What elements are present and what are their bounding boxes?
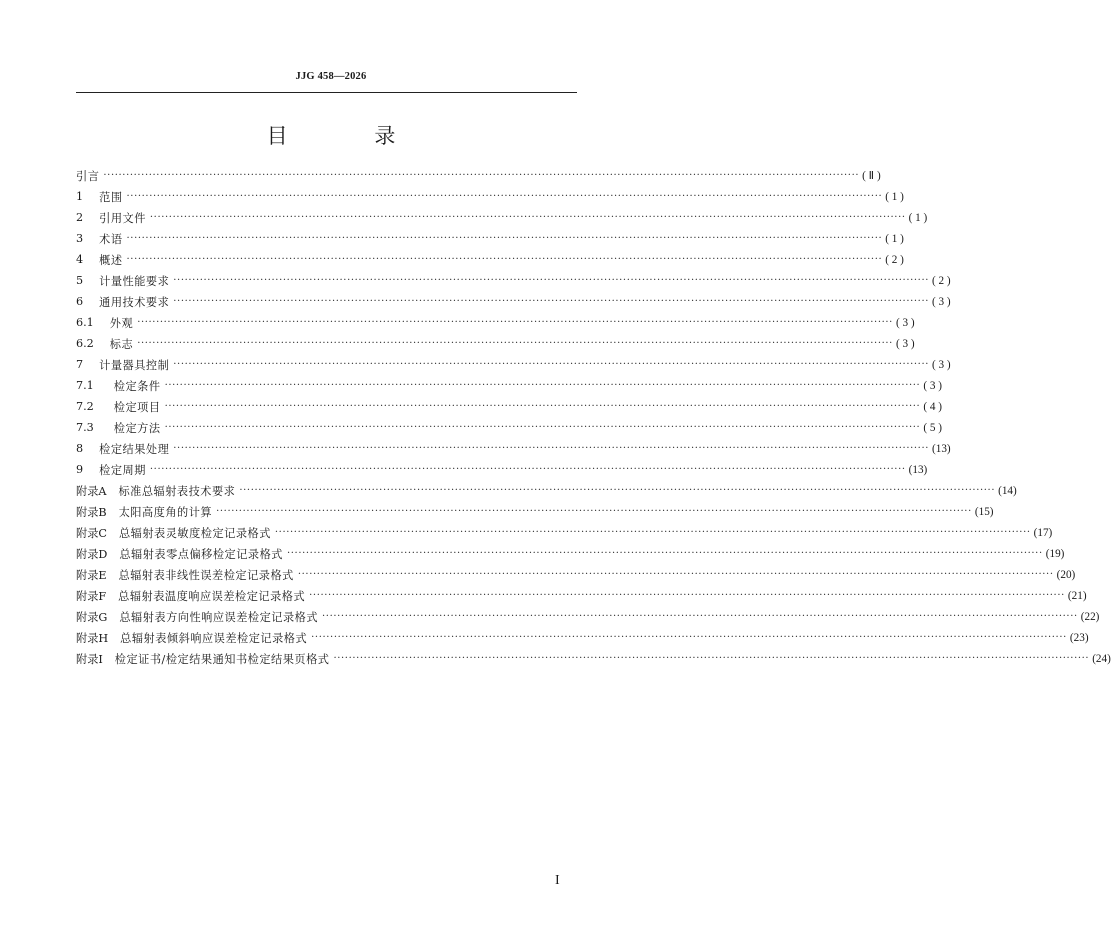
toc-entry-page: (21) [1067, 589, 1087, 602]
toc-entry[interactable] [76, 270, 951, 291]
toc-entry[interactable] [76, 165, 881, 186]
toc-dot-leader: ········································································································································································································ [137, 338, 893, 349]
toc-entry-number: 附录F [76, 589, 107, 603]
page-title: 目 录 [266, 124, 436, 148]
toc-entry-title: 总辐射表方向性响应误差检定记录格式 [119, 610, 319, 624]
toc-entry-page: (20) [1056, 568, 1076, 581]
toc-entry-number: 6.2 [76, 337, 94, 350]
toc-entry-title: 引用文件 [99, 211, 146, 225]
toc-entry-number: 7.2 [76, 400, 94, 413]
toc-entry-number: 3 [76, 232, 84, 245]
toc-entry-number: 9 [76, 463, 84, 476]
toc-entry-title: 计量器具控制 [99, 358, 170, 372]
toc-entry-title: 术语 [99, 232, 123, 246]
toc-entry-title: 太阳高度角的计算 [118, 505, 213, 519]
toc-entry[interactable] [76, 501, 994, 522]
toc-dot-leader: ········································································································································································································ [149, 212, 906, 223]
toc-entry[interactable] [76, 438, 951, 459]
toc-entry-number: 1 [76, 190, 84, 203]
toc-dot-leader: ········································································································································································································ [103, 170, 860, 181]
toc-entry[interactable] [76, 291, 951, 312]
toc-dot-leader: ········································································································································································································ [322, 611, 1078, 622]
toc-entry-title: 计量性能要求 [99, 274, 170, 288]
toc-entry-title: 标志 [109, 337, 134, 351]
toc-entry-page: ( Ⅱ ) [862, 170, 881, 182]
toc-entry-number: 附录B [76, 505, 107, 519]
toc-entry-page: (14) [998, 484, 1017, 497]
toc-entry[interactable] [76, 585, 1087, 606]
toc-entry[interactable] [76, 459, 928, 480]
toc-entry[interactable] [76, 375, 942, 396]
toc-dot-leader: ········································································································································································································ [173, 275, 930, 286]
toc-entry-page: (17) [1033, 526, 1053, 539]
toc-entry-page: (13) [908, 463, 928, 476]
toc-entry-number: 附录H [76, 631, 109, 645]
toc-entry-title: 检定证书/检定结果通知书检定结果页格式 [114, 652, 330, 666]
toc-entry-page: ( 3 ) [895, 337, 915, 350]
toc-entry-page: ( 3 ) [932, 358, 951, 371]
toc-entry-page: ( 1 ) [885, 190, 904, 203]
toc-entry[interactable] [76, 249, 904, 270]
toc-entry-number: 附录C [76, 526, 107, 540]
toc-entry[interactable] [76, 543, 1065, 564]
toc-entry-page: ( 2 ) [932, 274, 951, 287]
toc-entry[interactable] [76, 396, 942, 417]
toc-entry[interactable] [76, 480, 1017, 501]
toc-dot-leader: ········································································································································································································ [126, 191, 883, 202]
toc-entry-number: 7.1 [76, 379, 94, 392]
toc-dot-leader: ········································································································································································································ [164, 401, 921, 412]
toc-entry[interactable] [76, 606, 1100, 627]
toc-entry[interactable] [76, 186, 904, 207]
toc-dot-leader: ········································································································································································································ [126, 233, 883, 244]
toc-dot-leader: ········································································································································································································ [173, 359, 930, 370]
toc-dot-leader: ········································································································································································································ [216, 506, 972, 517]
toc-dot-leader: ········································································································································································································ [137, 317, 893, 328]
toc-entry-page: ( 1 ) [885, 232, 904, 245]
toc-entry-page: ( 3 ) [895, 316, 915, 329]
toc-entry-title: 范围 [99, 190, 123, 204]
toc-entry-number: 附录E [76, 568, 107, 582]
toc-entry-number: 附录A [76, 484, 107, 498]
toc-entry[interactable] [76, 564, 1076, 585]
toc-entry[interactable] [76, 522, 1053, 543]
toc-entry[interactable] [76, 207, 928, 228]
toc-entry-title: 检定周期 [99, 463, 146, 477]
toc-entry-title: 总辐射表非线性误差检定记录格式 [118, 568, 294, 582]
toc-entry-title: 外观 [109, 316, 134, 330]
toc-entry-number: 附录D [76, 547, 108, 561]
toc-entry-page: (15) [974, 505, 994, 518]
toc-entry-page: ( 1 ) [908, 211, 928, 224]
toc-entry[interactable] [76, 417, 942, 438]
toc-entry-page: ( 2 ) [885, 253, 904, 266]
toc-dot-leader: ········································································································································································································ [274, 527, 1031, 538]
table-of-contents [76, 165, 1111, 669]
toc-entry-number: 7 [76, 358, 84, 371]
toc-entry-title: 检定条件 [113, 379, 161, 393]
toc-dot-leader: ········································································································································································································ [239, 485, 996, 496]
toc-entry-title: 总辐射表零点偏移检定记录格式 [119, 547, 283, 561]
toc-entry-number: 7.3 [76, 421, 94, 434]
toc-entry-page: (24) [1092, 652, 1111, 665]
toc-dot-leader: ········································································································································································································ [309, 590, 1065, 601]
toc-entry[interactable] [76, 333, 915, 354]
toc-entry-page: (22) [1080, 610, 1100, 623]
toc-entry-title: 通用技术要求 [99, 295, 170, 309]
toc-dot-leader: ········································································································································································································ [164, 380, 921, 391]
toc-entry[interactable] [76, 648, 1111, 669]
toc-entry-title: 引言 [76, 169, 100, 183]
toc-entry-page: (19) [1045, 547, 1065, 560]
toc-entry[interactable] [76, 312, 915, 333]
toc-entry-page: ( 3 ) [932, 295, 951, 308]
document-code-header: JJG 458—2026 [295, 71, 367, 82]
toc-entry-number: 8 [76, 442, 84, 455]
toc-entry-number: 附录I [76, 652, 103, 666]
toc-entry-title: 检定项目 [113, 400, 161, 414]
toc-entry-number: 6 [76, 295, 84, 308]
toc-dot-leader: ········································································································································································································ [126, 254, 883, 265]
toc-dot-leader: ········································································································································································································ [164, 422, 921, 433]
toc-entry-page: (13) [932, 442, 951, 455]
toc-dot-leader: ········································································································································································································ [311, 632, 1067, 643]
toc-entry-title: 标准总辐射表技术要求 [118, 484, 236, 498]
toc-dot-leader: ········································································································································································································ [173, 296, 930, 307]
toc-entry-number: 附录G [76, 610, 108, 624]
toc-entry[interactable] [76, 627, 1089, 648]
toc-entry-number: 4 [76, 253, 84, 266]
page-number: I [555, 873, 560, 888]
toc-dot-leader: ········································································································································································································ [149, 464, 906, 475]
toc-dot-leader: ········································································································································································································ [297, 569, 1054, 580]
toc-entry-title: 总辐射表倾斜响应误差检定记录格式 [120, 631, 308, 645]
toc-entry-number: 5 [76, 274, 84, 287]
toc-entry-title: 检定方法 [113, 421, 161, 435]
toc-entry[interactable] [76, 228, 904, 249]
toc-entry-page: ( 5 ) [923, 421, 942, 434]
toc-dot-leader: ········································································································································································································ [173, 443, 930, 454]
toc-entry-title: 概述 [99, 253, 123, 267]
header-divider [76, 92, 577, 93]
toc-entry-title: 总辐射表温度响应误差检定记录格式 [118, 589, 306, 603]
toc-dot-leader: ········································································································································································································ [333, 653, 1090, 664]
toc-dot-leader: ········································································································································································································ [287, 548, 1043, 559]
toc-entry-page: ( 4 ) [923, 400, 942, 413]
toc-entry-page: (23) [1069, 631, 1089, 644]
toc-entry-page: ( 3 ) [923, 379, 942, 392]
toc-entry-title: 总辐射表灵敏度检定记录格式 [118, 526, 271, 540]
toc-entry-title: 检定结果处理 [99, 442, 170, 456]
toc-entry-number: 6.1 [76, 316, 94, 329]
toc-entry-number: 2 [76, 211, 84, 224]
toc-entry[interactable] [76, 354, 951, 375]
